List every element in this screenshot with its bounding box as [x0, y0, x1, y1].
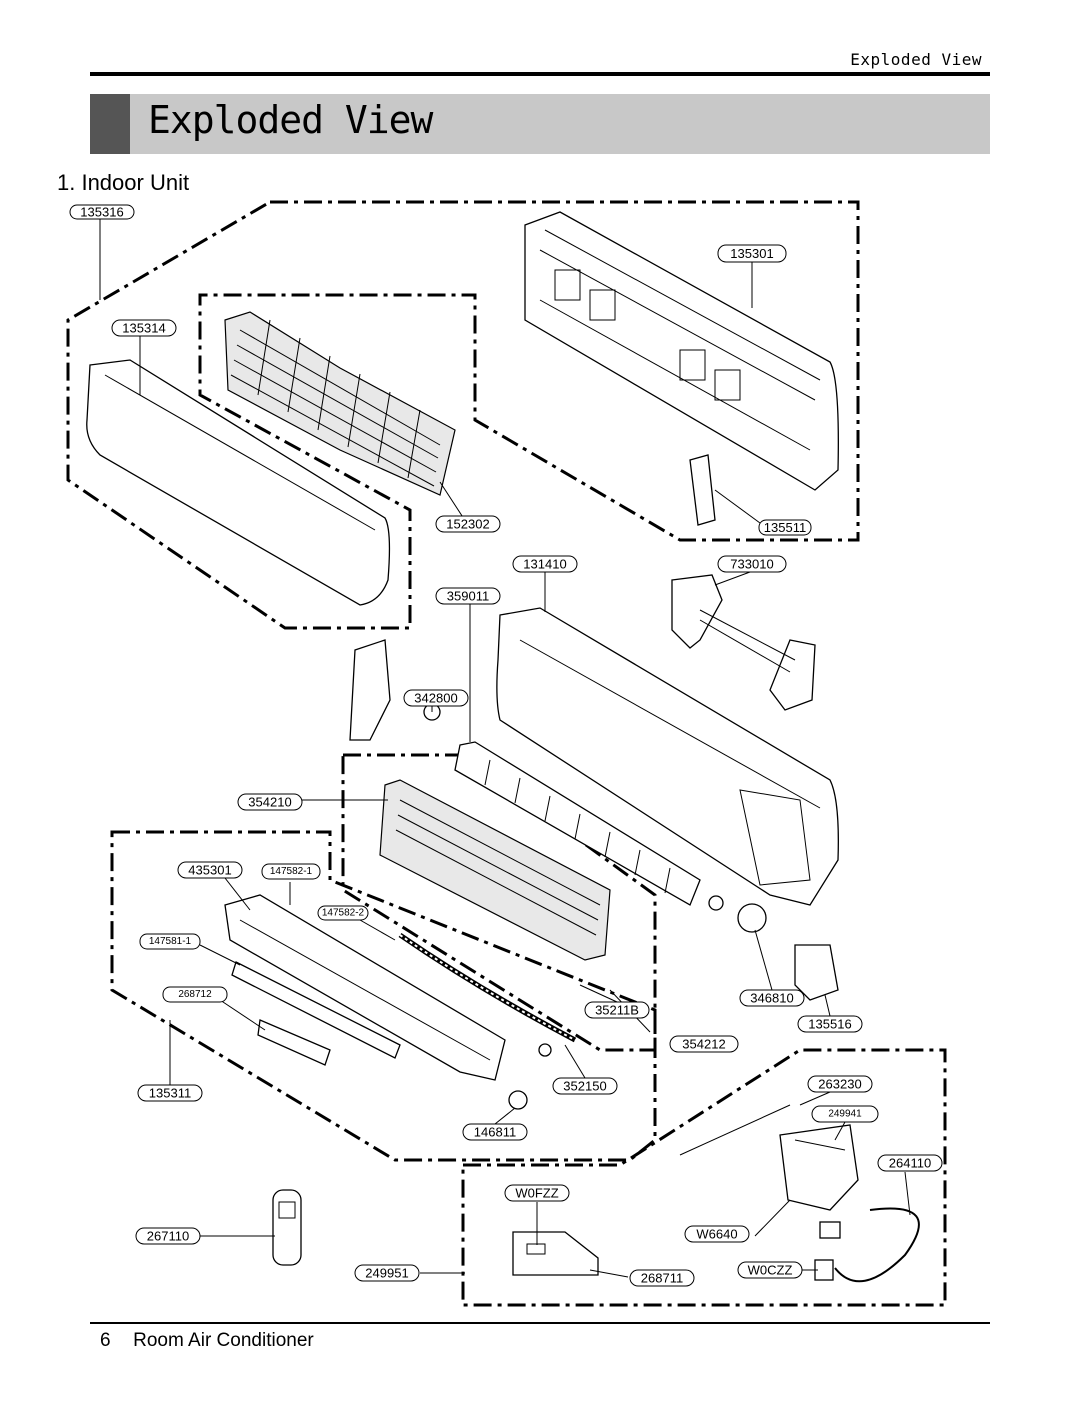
chassis-cover: [690, 455, 715, 525]
power-cord: [835, 1208, 919, 1281]
callout-249951: [355, 1265, 419, 1281]
control-box: [780, 1125, 858, 1210]
callout-264110: [878, 1155, 942, 1171]
install-plate-left: [672, 575, 722, 648]
footer-rule: [90, 1322, 990, 1324]
callout-135516: [798, 1016, 862, 1032]
callout-146811: [463, 1124, 527, 1140]
callout-152302: [436, 516, 500, 532]
svg-text:267110: 267110: [146, 1228, 190, 1244]
svg-text:135511: 135511: [763, 520, 807, 535]
svg-text:135516: 135516: [808, 1016, 852, 1032]
svg-text:268712: 268712: [178, 989, 212, 1000]
remote-controller: [273, 1190, 301, 1265]
chassis-frame: [525, 212, 838, 490]
callout-135301: [718, 245, 786, 262]
callout-435301: [178, 862, 242, 878]
sensor-wire: [680, 1105, 790, 1155]
callout-342800: [404, 690, 468, 706]
main-pcb: [513, 1232, 598, 1275]
footer: [100, 1330, 314, 1352]
callout-35211B: [585, 1002, 649, 1018]
callout-135316: [70, 205, 134, 220]
callout-147581-1: [140, 934, 200, 949]
callout-354212: [670, 1036, 738, 1052]
callout-346810: [740, 990, 804, 1006]
callout-249941: [812, 1106, 878, 1122]
callout-352150: [553, 1078, 617, 1094]
page-number: 6: [100, 1330, 111, 1351]
svg-text:249951: 249951: [365, 1265, 409, 1281]
svg-text:346810: 346810: [750, 990, 794, 1006]
svg-text:263230: 263230: [818, 1076, 862, 1092]
callout-135311: [138, 1085, 202, 1101]
svg-text:354210: 354210: [248, 794, 292, 810]
motor-bushing: [709, 896, 723, 910]
swing-motor-part: [539, 1044, 551, 1056]
callout-W0FZZ: [505, 1185, 569, 1201]
svg-text:135301: 135301: [730, 246, 774, 261]
svg-text:135316: 135316: [80, 204, 124, 220]
callout-268712: [163, 987, 227, 1002]
section-title: 1. Indoor Unit: [57, 170, 190, 195]
fan-motor: [738, 904, 766, 932]
motor-holder: [350, 640, 390, 740]
svg-text:135314: 135314: [122, 320, 166, 336]
svg-text:264110: 264110: [888, 1155, 932, 1171]
svg-text:268711: 268711: [640, 1270, 684, 1286]
svg-text:147582-2: 147582-2: [321, 907, 365, 919]
callout-354210: [238, 794, 302, 810]
callout-147582-1: [262, 864, 320, 879]
svg-text:146811: 146811: [473, 1124, 517, 1140]
callout-359011: [436, 588, 500, 604]
svg-text:W0FZZ: W0FZZ: [515, 1185, 559, 1201]
svg-text:354212: 354212: [682, 1036, 726, 1052]
svg-text:131410: 131410: [523, 556, 567, 572]
svg-text:435301: 435301: [188, 862, 232, 878]
svg-text:352150: 352150: [563, 1078, 607, 1094]
svg-text:147581-1: 147581-1: [148, 936, 192, 947]
svg-text:733010: 733010: [730, 556, 774, 572]
callout-W0CZZ: [738, 1262, 802, 1278]
svg-text:342800: 342800: [414, 690, 458, 706]
display-pcb: [258, 1020, 330, 1065]
callout-131410: [513, 556, 577, 572]
callout-263230: [808, 1076, 872, 1092]
callout-135314: [112, 320, 176, 336]
running-header: Exploded View: [850, 50, 982, 69]
page-title: Exploded View: [148, 98, 433, 142]
callout-W6640: [685, 1226, 749, 1242]
svg-text:W0CZZ: W0CZZ: [747, 1262, 793, 1278]
svg-text:35211B: 35211B: [595, 1002, 639, 1018]
callout-135511: [759, 520, 811, 535]
product-name: Room Air Conditioner: [133, 1330, 314, 1351]
callout-268711: [630, 1270, 694, 1286]
svg-text:135311: 135311: [148, 1085, 192, 1101]
callout-267110: [136, 1228, 200, 1244]
svg-text:W6640: W6640: [696, 1226, 738, 1242]
fuse: [820, 1222, 840, 1238]
callout-147582-2: [318, 906, 368, 920]
step-motor: [509, 1091, 527, 1109]
svg-text:147582-1: 147582-1: [269, 866, 313, 877]
svg-text:249941: 249941: [828, 1108, 862, 1120]
svg-text:359011: 359011: [446, 588, 490, 604]
callout-733010: [718, 556, 786, 572]
svg-text:152302: 152302: [446, 516, 490, 532]
